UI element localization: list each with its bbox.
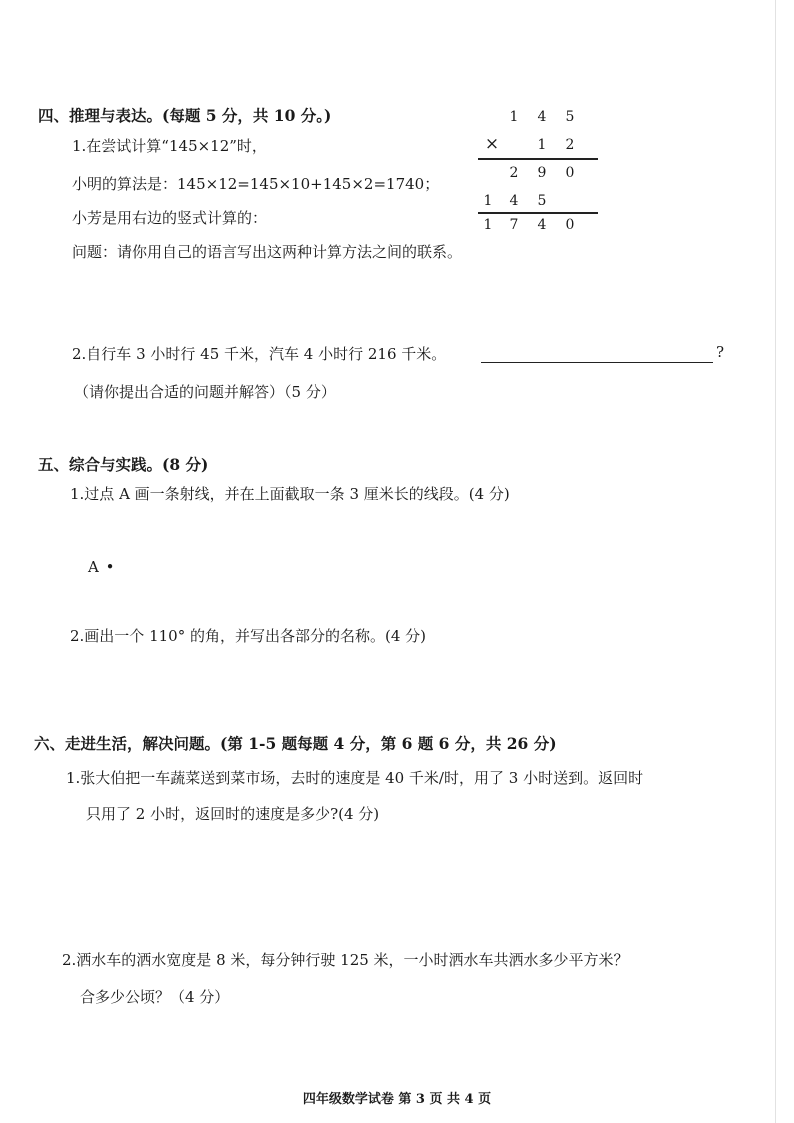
s6-q1-line2: 只用了 2 小时，返回时的速度是多少?(4 分): [86, 805, 380, 823]
calc-result-digit: 0: [565, 217, 575, 233]
s4-q2-question-mark: ?: [716, 343, 725, 361]
calc-partial2-digit: 4: [509, 193, 519, 209]
s4-q1-question: 问题：请你用自己的语言写出这两种计算方法之间的联系。: [72, 243, 463, 261]
calc-rule-2: [478, 212, 598, 214]
s6-q2-line1: 2.洒水车的洒水宽度是 8 米，每分钟行驶 125 米，一小时洒水车共洒水多少平方米？: [62, 951, 629, 969]
calc-rule-1: [478, 158, 598, 160]
times-sign: ×: [484, 134, 500, 154]
point-a-letter: A: [88, 558, 99, 576]
s5-q1-text: 1.过点 A 画一条射线，并在上面截取一条 3 厘米长的线段。(4 分): [70, 485, 510, 503]
vertical-multiplication: [478, 104, 602, 234]
calc-second-digit: 1: [537, 137, 547, 153]
page-edge: [775, 0, 776, 1123]
s6-q2-line2: 合多少公顷？（4 分）: [80, 988, 230, 1006]
calc-partial2-digit: 1: [483, 193, 493, 209]
answer-blank-line: [481, 362, 713, 363]
section-5-title: 五、综合与实践。(8 分): [38, 455, 209, 474]
s4-q1-line2: 小明的算法是：145×12=145×10+145×2=1740；: [72, 175, 440, 193]
section-4-title: 四、推理与表达。(每题 5 分，共 10 分。): [38, 106, 332, 125]
s5-q2-text: 2.画出一个 110° 的角，并写出各部分的名称。(4 分): [70, 627, 426, 645]
calc-partial1-digit: 2: [509, 165, 519, 181]
calc-partial1-digit: 9: [537, 165, 547, 181]
s6-q1-line1: 1.张大伯把一车蔬菜送到菜市场，去时的速度是 40 千米/时，用了 3 小时送到。返回时: [66, 769, 644, 787]
calc-top-digit: 1: [509, 109, 519, 125]
s4-q1-line1: 1.在尝试计算“145×12”时，: [72, 137, 267, 155]
s4-q2-text: 2.自行车 3 小时行 45 千米，汽车 4 小时行 216 千米。: [72, 345, 447, 363]
calc-partial1-digit: 0: [565, 165, 575, 181]
calc-top-digit: 4: [537, 109, 547, 125]
calc-result-digit: 1: [483, 217, 493, 233]
calc-partial2-digit: 5: [537, 193, 547, 209]
point-a-dot: •: [105, 558, 115, 576]
point-a-label: [88, 557, 114, 577]
s4-q2-note: （请你提出合适的问题并解答）（5 分）: [74, 383, 336, 401]
page-footer: 四年级数学试卷 第 3 页 共 4 页: [302, 1092, 492, 1107]
calc-second-digit: 2: [565, 137, 575, 153]
s4-q1-line3: 小芳是用右边的竖式计算的：: [72, 209, 268, 227]
section-6-title: 六、走进生活，解决问题。(第 1-5 题每题 4 分，第 6 题 6 分，共 26 分): [34, 734, 557, 753]
calc-result-digit: 4: [537, 217, 547, 233]
calc-top-digit: 5: [565, 109, 575, 125]
calc-result-digit: 7: [509, 217, 519, 233]
